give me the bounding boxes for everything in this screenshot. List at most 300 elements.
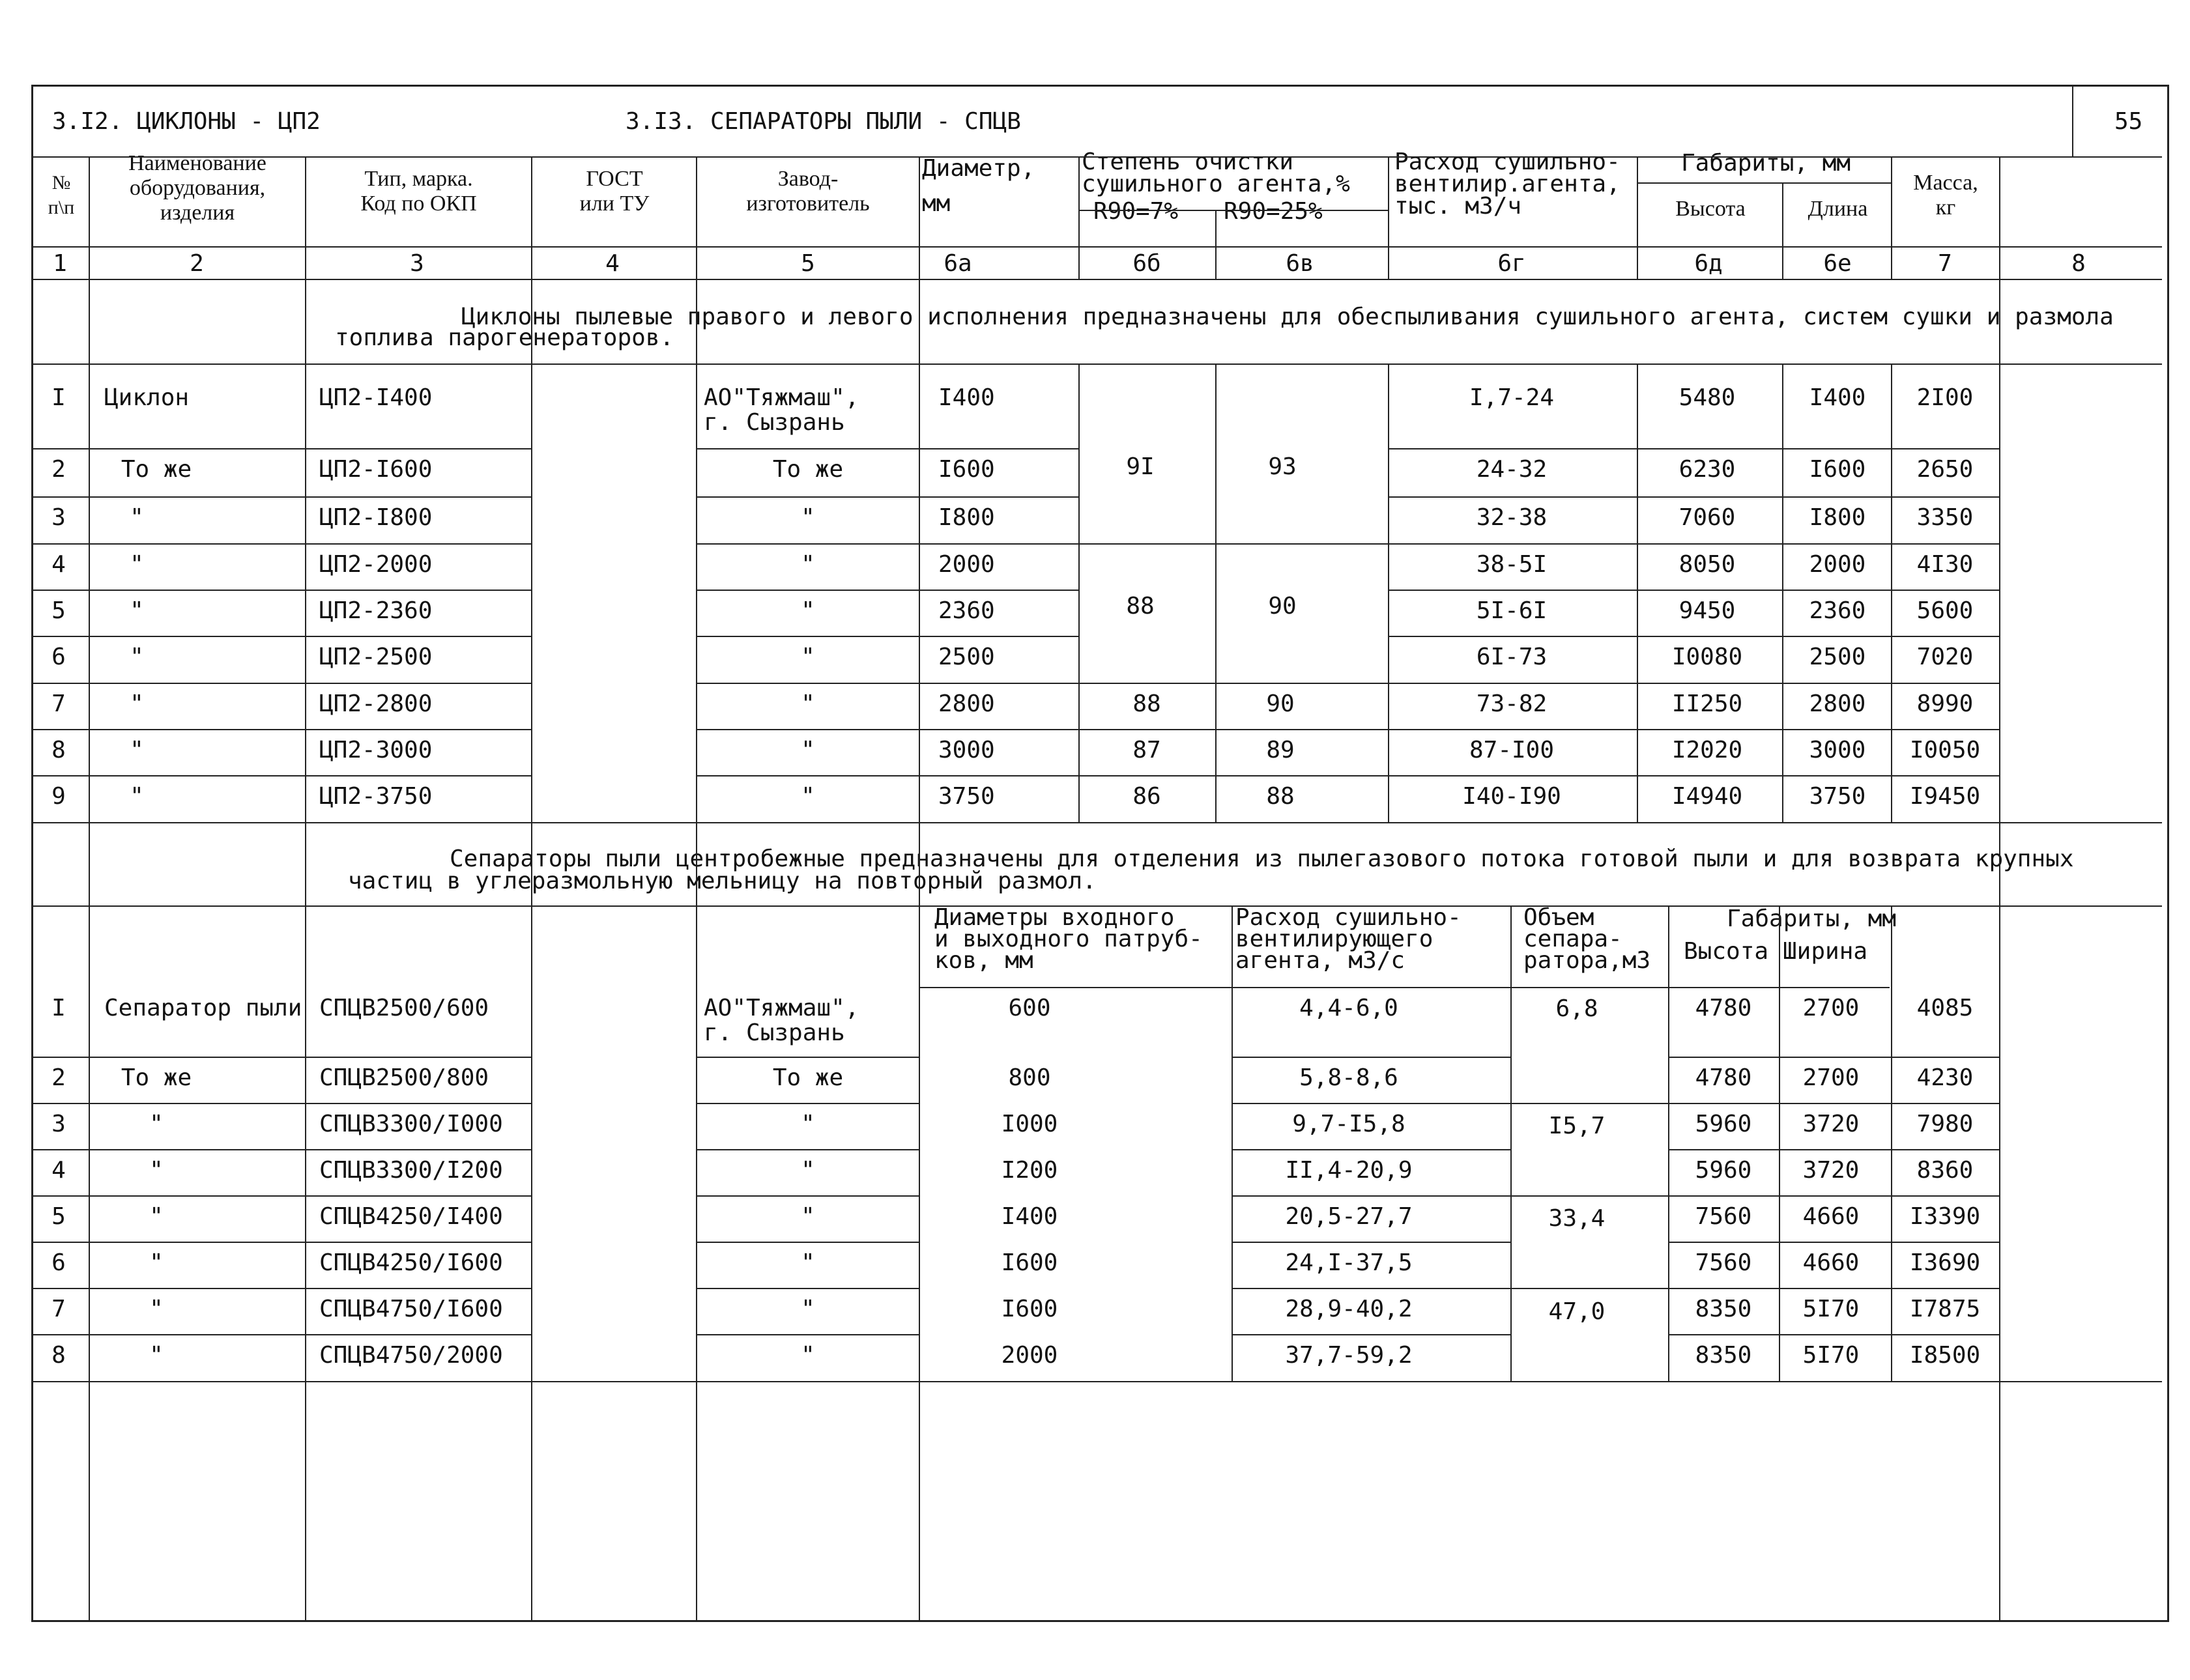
separator-row-7-mass: I7875: [1909, 1296, 1981, 1322]
cyclone-row-9-flow: I40-I90: [1462, 783, 1561, 810]
separator-row-2-flow: 5,8-8,6: [1299, 1064, 1398, 1091]
col-header-purification: Степень очистки сушильного агента,%: [1082, 149, 1350, 197]
cyclone-row-7-flow: 73-82: [1476, 691, 1548, 717]
grid-hline: [33, 1195, 306, 1197]
grid-hline: [696, 590, 919, 591]
col-index-7: 6б: [1132, 250, 1161, 277]
col-index-1: 1: [53, 250, 67, 277]
separator-row-8-maker: ": [801, 1342, 815, 1369]
grid-hline: [306, 590, 531, 591]
grid-vline: [1232, 905, 1233, 1381]
separator-row-7-maker: ": [801, 1296, 815, 1322]
grid-vline: [1999, 156, 2000, 279]
cyclone-row-5-name: ": [130, 597, 144, 624]
grid-hline: [306, 775, 531, 776]
grid-vline: [1999, 279, 2000, 1622]
cyclone-row-5-height: 9450: [1679, 597, 1736, 624]
grid-hline: [1668, 1057, 1999, 1058]
cyclone-row-4-maker: ": [801, 551, 815, 578]
cyclone-row-5-num: 5: [51, 597, 66, 624]
grid-hline: [306, 496, 531, 498]
grid-hline: [306, 543, 531, 545]
cyclone-row-9-num: 9: [51, 783, 66, 810]
grid-hline: [1388, 448, 1999, 449]
cyclones-note-line2: топлива парогенераторов.: [335, 324, 674, 351]
sep-header-volume: Объем сепара- ратора,м3: [1523, 904, 1651, 974]
cyclone-row-4-length: 2000: [1809, 551, 1866, 578]
grid-vline: [1891, 905, 1892, 1381]
separator-row-2-type: СПЦВ2500/800: [319, 1064, 489, 1091]
grid-hline: [1078, 210, 1388, 211]
cyclone-row-1-diameter: I400: [938, 384, 995, 411]
cyclone-row-5-mass: 5600: [1916, 597, 1974, 624]
cyclone-row-1-flow: I,7-24: [1469, 384, 1555, 411]
cyclone-row-6-length: 2500: [1809, 644, 1866, 670]
section-title-separators: 3.I3. СЕПАРАТОРЫ ПЫЛИ - СПЦВ: [626, 108, 1021, 135]
grid-hline: [306, 1288, 531, 1289]
separator-row-4-width: 3720: [1802, 1157, 1860, 1184]
cyclone-row-7-mass: 8990: [1916, 691, 1974, 717]
cyclone-row-8-mass: I0050: [1909, 737, 1981, 763]
separator-row-3-height: 5960: [1695, 1111, 1752, 1137]
grid-hline: [919, 775, 1078, 776]
separator-row-1-type: СПЦВ2500/600: [319, 995, 489, 1021]
separator-row-2-diameter: 800: [1008, 1064, 1051, 1091]
separator-row-4-num: 4: [51, 1157, 66, 1184]
separators-note-line1: Сепараторы пыли центробежные предназначены для отделения из пылегазового потока готовой пыли и для возврата крупных: [450, 846, 2074, 872]
grid-hline: [33, 1334, 306, 1335]
grid-hline: [33, 363, 2162, 365]
cyclone-row-2-flow: 24-32: [1476, 456, 1548, 483]
cyclone-row-5-length: 2360: [1809, 597, 1866, 624]
cyclone-row-8-diameter: 3000: [938, 737, 995, 763]
separator-row-7-width: 5I70: [1802, 1296, 1860, 1322]
cyclone-row-6-mass: 7020: [1916, 644, 1974, 670]
grid-hline: [306, 683, 531, 684]
cyclone-row-5-type: ЦП2-2360: [319, 597, 433, 624]
sep-header-height: Высота: [1684, 938, 1769, 965]
grid-hline: [1510, 1103, 1668, 1104]
cyclone-row-9-maker: ": [801, 783, 815, 810]
cyclone-row-3-maker: ": [801, 504, 815, 531]
separator-row-3-name: ": [149, 1111, 164, 1137]
sep-volume-1: 6,8: [1555, 995, 1598, 1022]
grid-hline: [696, 1288, 919, 1289]
cyclone-row-9-name: ": [130, 783, 144, 810]
grid-hline: [33, 543, 306, 545]
cyclone-row-9-type: ЦП2-3750: [319, 783, 433, 810]
cyclone-row-7-type: ЦП2-2800: [319, 691, 433, 717]
separator-row-5-diameter: I400: [1001, 1203, 1058, 1230]
grid-hline: [1232, 1334, 1510, 1335]
page-number-divider: [2072, 85, 2073, 156]
grid-vline: [1891, 363, 1892, 822]
header-band-line: [33, 156, 2162, 158]
grid-hline: [1388, 636, 1999, 637]
grid-vline: [696, 156, 697, 279]
cyclone-row-3-diameter: I800: [938, 504, 995, 531]
grid-vline: [1388, 156, 1389, 279]
separator-row-4-diameter: I200: [1001, 1157, 1058, 1184]
grid-hline: [33, 1242, 306, 1243]
cyclone-row-1-num: I: [51, 384, 66, 411]
grid-hline: [306, 636, 531, 637]
grid-hline: [1668, 1334, 1999, 1335]
sep-volume-3: 33,4: [1548, 1205, 1606, 1232]
col-index-8: 6в: [1286, 250, 1314, 277]
grid-hline: [1637, 182, 1891, 184]
grid-vline: [1637, 363, 1638, 822]
grid-vline: [305, 279, 306, 1622]
grid-hline: [1232, 1288, 1510, 1289]
cyclone-row-7-r90-25: 90: [1266, 691, 1295, 717]
grid-hline: [696, 1195, 919, 1197]
cyclone-row-2-length: I600: [1809, 456, 1866, 483]
separator-row-7-type: СПЦВ4750/I600: [319, 1296, 503, 1322]
separator-row-2-height: 4780: [1695, 1064, 1752, 1091]
sep-volume-2: I5,7: [1548, 1113, 1606, 1139]
grid-vline: [1510, 905, 1512, 1381]
col-index-3: 3: [410, 250, 424, 277]
grid-hline: [33, 636, 306, 637]
separator-row-4-maker: ": [801, 1157, 815, 1184]
cyclone-row-3-num: 3: [51, 504, 66, 531]
grid-hline: [919, 448, 1078, 449]
cyclone-row-1-length: I400: [1809, 384, 1866, 411]
separator-row-5-flow: 20,5-27,7: [1285, 1203, 1413, 1230]
separator-row-6-name: ": [149, 1249, 164, 1276]
grid-hline: [696, 729, 919, 730]
separator-row-2-name: То же: [121, 1064, 192, 1091]
grid-hline: [696, 543, 919, 545]
grid-hline: [1388, 729, 1999, 730]
cyclone-row-4-diameter: 2000: [938, 551, 995, 578]
cyclone-row-1-maker: АО"Тяжмаш", г. Сызрань: [704, 384, 859, 436]
cyclone-row-9-length: 3750: [1809, 783, 1866, 810]
col-header-flow: Расход сушильно- вентилир.агента, тыс. м3/ч: [1394, 149, 1621, 220]
separator-row-8-type: СПЦВ4750/2000: [319, 1342, 503, 1369]
sep-header-width: Ширина: [1783, 938, 1868, 965]
grid-hline: [696, 1103, 919, 1104]
cyclone-row-4-flow: 38-5I: [1476, 551, 1548, 578]
grid-hline: [33, 496, 306, 498]
grid-vline: [1779, 905, 1780, 1381]
cyclone-row-3-height: 7060: [1679, 504, 1736, 531]
grid-hline: [33, 448, 306, 449]
cyclone-row-2-name: То же: [121, 456, 192, 483]
grid-hline: [306, 1195, 531, 1197]
col-header-height: Высота: [1675, 197, 1746, 221]
col-header-r90-7: R90=7%: [1093, 198, 1179, 225]
cyclone-row-4-type: ЦП2-2000: [319, 551, 433, 578]
grid-hline: [306, 1334, 531, 1335]
separator-row-8-flow: 37,7-59,2: [1285, 1342, 1413, 1369]
grid-hline: [696, 448, 919, 449]
col-header-maker: Завод- изготовитель: [746, 167, 870, 216]
cyclone-row-2-type: ЦП2-I600: [319, 456, 433, 483]
grid-hline: [33, 822, 2162, 823]
separator-row-7-name: ": [149, 1296, 164, 1322]
separator-row-1-width: 2700: [1802, 995, 1860, 1021]
grid-hline: [696, 683, 919, 684]
col-index-4: 4: [605, 250, 620, 277]
grid-hline: [1388, 496, 1999, 498]
page-number: 55: [2114, 108, 2143, 135]
separator-row-8-width: 5I70: [1802, 1342, 1860, 1369]
grid-hline: [1078, 775, 1388, 776]
grid-vline: [1388, 363, 1389, 822]
cyclone-row-6-maker: ": [801, 644, 815, 670]
grid-hline: [1232, 1195, 1510, 1197]
cyclone-row-2-diameter: I600: [938, 456, 995, 483]
cyclone-row-9-mass: I9450: [1909, 783, 1981, 810]
separator-row-1-name: Сепаратор пыли: [104, 995, 302, 1021]
grid-hline: [33, 683, 306, 684]
grid-hline: [33, 1149, 306, 1150]
cyclone-row-8-length: 3000: [1809, 737, 1866, 763]
separator-row-5-maker: ": [801, 1203, 815, 1230]
grid-vline: [89, 279, 90, 1622]
grid-hline: [919, 683, 1078, 684]
cyclone-group1-r90-25: 93: [1268, 453, 1297, 480]
separator-row-3-maker: ": [801, 1111, 815, 1137]
col-index-6: 6а: [944, 250, 972, 277]
cyclone-row-8-name: ": [130, 737, 144, 763]
separator-row-8-mass: I8500: [1909, 1342, 1981, 1369]
separator-row-2-width: 2700: [1802, 1064, 1860, 1091]
separator-row-3-flow: 9,7-I5,8: [1292, 1111, 1405, 1137]
col-header-length: Длина: [1808, 197, 1868, 221]
separator-row-8-height: 8350: [1695, 1342, 1752, 1369]
separator-row-1-maker: АО"Тяжмаш", г. Сызрань: [704, 995, 859, 1046]
cyclone-row-8-flow: 87-I00: [1469, 737, 1555, 763]
grid-hline: [306, 1057, 531, 1058]
grid-vline: [531, 156, 532, 279]
grid-hline: [696, 1057, 919, 1058]
cyclone-row-4-height: 8050: [1679, 551, 1736, 578]
grid-hline: [1388, 543, 1999, 545]
cyclone-row-3-mass: 3350: [1916, 504, 1974, 531]
grid-hline: [1668, 1242, 1999, 1243]
grid-hline: [696, 636, 919, 637]
cyclone-group1-r90-7: 9I: [1126, 453, 1155, 480]
grid-hline: [306, 448, 531, 449]
grid-hline: [1388, 683, 1999, 684]
grid-hline: [696, 1242, 919, 1243]
sep-header-flow: Расход сушильно- вентилирующего агента, м3/с: [1235, 904, 1462, 974]
grid-hline: [919, 590, 1078, 591]
cyclone-row-6-num: 6: [51, 644, 66, 670]
cyclone-row-7-height: II250: [1671, 691, 1743, 717]
separator-row-2-num: 2: [51, 1064, 66, 1091]
col-index-12: 7: [1938, 250, 1952, 277]
separator-row-4-type: СПЦВ3300/I200: [319, 1157, 503, 1184]
grid-hline: [696, 1149, 919, 1150]
cyclone-row-5-flow: 5I-6I: [1476, 597, 1548, 624]
grid-hline: [1510, 1195, 1668, 1197]
cyclone-row-1-name: Циклон: [104, 384, 190, 411]
grid-hline: [1388, 590, 1999, 591]
separator-row-8-name: ": [149, 1342, 164, 1369]
grid-vline: [305, 156, 306, 279]
cyclone-row-6-type: ЦП2-2500: [319, 644, 433, 670]
grid-vline: [919, 279, 920, 1622]
separator-row-5-mass: I3390: [1909, 1203, 1981, 1230]
separator-row-1-num: I: [51, 995, 66, 1021]
col-index-10: 6д: [1694, 250, 1723, 277]
cyclone-row-3-length: I800: [1809, 504, 1866, 531]
grid-hline: [306, 1103, 531, 1104]
separator-row-8-diameter: 2000: [1001, 1342, 1058, 1369]
col-header-name: Наименование оборудования, изделия: [128, 151, 267, 225]
grid-hline: [306, 729, 531, 730]
grid-hline: [919, 987, 1890, 988]
separator-row-1-flow: 4,4-6,0: [1299, 995, 1398, 1021]
grid-hline: [696, 496, 919, 498]
separator-row-6-num: 6: [51, 1249, 66, 1276]
separator-row-5-name: ": [149, 1203, 164, 1230]
col-header-dims: Габариты, мм: [1681, 150, 1851, 177]
cyclone-row-8-num: 8: [51, 737, 66, 763]
cyclone-row-9-height: I4940: [1671, 783, 1743, 810]
cyclone-row-6-flow: 6I-73: [1476, 644, 1548, 670]
col-index-5: 5: [801, 250, 815, 277]
cyclone-group2-r90-7: 88: [1126, 593, 1155, 619]
col-index-11: 6е: [1823, 250, 1852, 277]
grid-hline: [33, 1288, 306, 1289]
grid-hline: [1078, 543, 1388, 545]
col-index-13: 8: [2071, 250, 2086, 277]
grid-hline: [696, 775, 919, 776]
separator-row-4-flow: II,4-20,9: [1285, 1157, 1413, 1184]
grid-hline: [919, 729, 1078, 730]
grid-hline: [1668, 1288, 1999, 1289]
cyclone-row-8-r90-25: 89: [1266, 737, 1295, 763]
grid-vline: [1078, 363, 1080, 822]
grid-hline: [919, 636, 1078, 637]
grid-hline: [1078, 683, 1388, 684]
separator-row-7-flow: 28,9-40,2: [1285, 1296, 1413, 1322]
grid-hline: [919, 496, 1078, 498]
grid-hline: [1232, 1103, 1510, 1104]
grid-vline: [531, 279, 532, 1622]
separator-row-3-type: СПЦВ3300/I000: [319, 1111, 503, 1137]
grid-hline: [1668, 1103, 1999, 1104]
grid-hline: [1510, 1288, 1668, 1289]
col-index-9: 6г: [1497, 250, 1526, 277]
separator-row-5-width: 4660: [1802, 1203, 1860, 1230]
grid-vline: [1215, 363, 1217, 822]
separator-row-3-diameter: I000: [1001, 1111, 1058, 1137]
separator-row-1-mass: 4085: [1916, 995, 1974, 1021]
cyclone-row-5-maker: ": [801, 597, 815, 624]
separator-row-6-height: 7560: [1695, 1249, 1752, 1276]
grid-hline: [1232, 1057, 1510, 1058]
cyclone-row-2-mass: 2650: [1916, 456, 1974, 483]
separator-row-7-height: 8350: [1695, 1296, 1752, 1322]
col-header-r90-25: R90=25%: [1224, 198, 1323, 225]
cyclone-row-8-height: I2020: [1671, 737, 1743, 763]
grid-hline: [33, 1057, 306, 1058]
cyclone-row-4-mass: 4I30: [1916, 551, 1974, 578]
cyclone-row-1-height: 5480: [1679, 384, 1736, 411]
cyclone-row-8-type: ЦП2-3000: [319, 737, 433, 763]
grid-hline: [33, 590, 306, 591]
separator-row-5-num: 5: [51, 1203, 66, 1230]
separator-row-7-num: 7: [51, 1296, 66, 1322]
grid-hline: [1668, 1195, 1999, 1197]
grid-hline: [1388, 775, 1999, 776]
grid-hline: [33, 246, 2162, 248]
col-header-gost: ГОСТ или ТУ: [579, 167, 650, 216]
grid-hline: [1668, 1149, 1999, 1150]
grid-hline: [306, 1149, 531, 1150]
grid-hline: [33, 905, 2162, 907]
cyclone-row-8-maker: ": [801, 737, 815, 763]
grid-hline: [33, 729, 306, 730]
separator-row-6-flow: 24,I-37,5: [1285, 1249, 1413, 1276]
cyclone-row-3-type: ЦП2-I800: [319, 504, 433, 531]
grid-vline: [1782, 182, 1783, 279]
separator-row-3-num: 3: [51, 1111, 66, 1137]
cyclone-row-9-r90-7: 86: [1132, 783, 1161, 810]
separator-row-2-mass: 4230: [1916, 1064, 1974, 1091]
section-title-cyclones: 3.I2. ЦИКЛОНЫ - ЦП2: [52, 108, 321, 135]
grid-hline: [919, 543, 1078, 545]
separator-row-4-mass: 8360: [1916, 1157, 1974, 1184]
grid-hline: [696, 1334, 919, 1335]
grid-vline: [1782, 363, 1783, 822]
cyclones-note-line1: Циклоны пылевые правого и левого исполнения предназначены для обеспыливания сушильного агента, систем сушки и размола: [461, 304, 2114, 330]
separator-row-7-diameter: I600: [1001, 1296, 1058, 1322]
cyclone-row-7-name: ": [130, 691, 144, 717]
separator-row-5-type: СПЦВ4250/I400: [319, 1203, 503, 1230]
cyclone-row-4-num: 4: [51, 551, 66, 578]
cyclone-row-6-diameter: 2500: [938, 644, 995, 670]
separator-row-2-maker: То же: [772, 1064, 844, 1091]
separator-row-4-name: ": [149, 1157, 164, 1184]
separator-row-1-height: 4780: [1695, 995, 1752, 1021]
col-header-type: Тип, марка. Код по ОКП: [360, 167, 477, 216]
sep-header-dims: Габариты, мм: [1727, 905, 1897, 932]
cyclone-row-8-r90-7: 87: [1132, 737, 1161, 763]
cyclone-row-3-flow: 32-38: [1476, 504, 1548, 531]
grid-hline: [33, 775, 306, 776]
separator-row-1-diameter: 600: [1008, 995, 1051, 1021]
grid-vline: [1215, 210, 1217, 279]
grid-vline: [1078, 156, 1080, 279]
grid-hline: [33, 279, 2162, 280]
cyclone-row-1-mass: 2I00: [1916, 384, 1974, 411]
separator-row-6-maker: ": [801, 1249, 815, 1276]
cyclone-row-3-name: ": [130, 504, 144, 531]
cyclone-row-9-r90-25: 88: [1266, 783, 1295, 810]
cyclone-row-4-name: ": [130, 551, 144, 578]
sep-volume-4: 47,0: [1548, 1298, 1606, 1325]
grid-vline: [1637, 156, 1638, 279]
grid-vline: [1668, 905, 1669, 1381]
cyclone-row-7-r90-7: 88: [1132, 691, 1161, 717]
grid-hline: [306, 1242, 531, 1243]
grid-hline: [1232, 1149, 1510, 1150]
cyclone-row-9-diameter: 3750: [938, 783, 995, 810]
grid-hline: [33, 1103, 306, 1104]
cyclone-row-7-diameter: 2800: [938, 691, 995, 717]
separator-row-3-width: 3720: [1802, 1111, 1860, 1137]
cyclone-row-2-maker: То же: [772, 456, 844, 483]
grid-hline: [33, 1381, 2162, 1382]
cyclone-row-7-length: 2800: [1809, 691, 1866, 717]
